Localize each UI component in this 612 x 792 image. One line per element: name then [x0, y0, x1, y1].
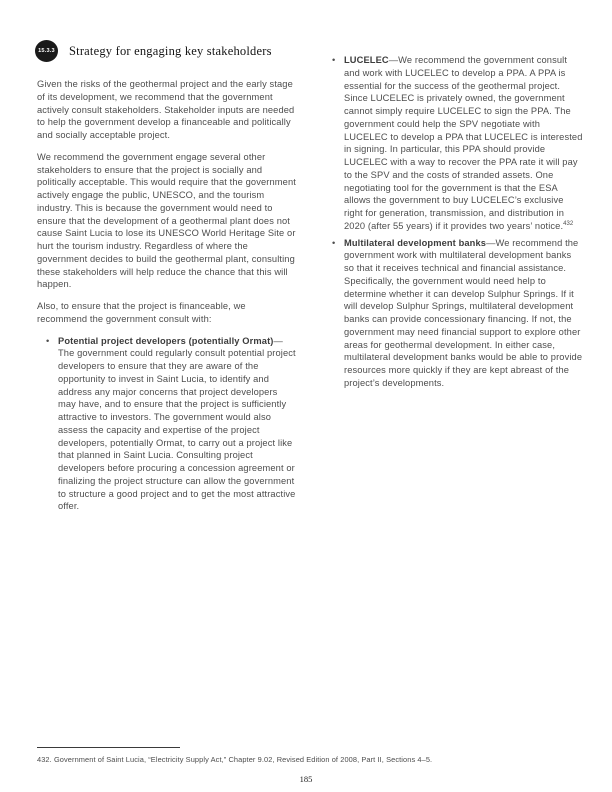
footnote-reference: 432 [563, 220, 574, 227]
paragraph: Also, to ensure that the project is financeable, we recommend the government consult with: [37, 301, 246, 324]
section-number-badge: 15.3.3 [35, 40, 58, 62]
list-item [37, 335, 297, 514]
bullet-body-text: —We recommend the government work with multilateral development banks so that it receives technical and financial assistance. Specifically, the government would need help to determine whether it can develop Sulphur Springs. If it will develop Sulphur Springs, multilateral development banks can provide concessionary financing. If not, the government may need financial support to explore other areas for geothermal development. In either case, multilateral development banks would be able to provide resources more quickly if they are kept abreast of the project’s developments. [344, 237, 583, 388]
bullet-icon: • [332, 55, 336, 65]
bullet-icon: • [46, 335, 50, 346]
list-item [323, 54, 583, 233]
left-column [37, 78, 297, 517]
footnote-separator [37, 747, 180, 748]
bullet-lead-text: Multilateral development banks [344, 237, 487, 248]
page-number: 185 [299, 774, 313, 784]
bullet-body-text: —We recommend the government consult and work with LUCELEC to develop a PPA. A PPA is essential for the success of the geothermal project. Since LUCELEC is privately owned, the government cannot simply require LUCELEC to sign the PPA. The government could help the SPV negotiate with LUCELEC to develop a PPA that LUCELEC is interested in signing. In particular, this PPA should provide LUCELEC with a way to recover the PPA rate it will pay to the SPV and the costs of stranded assets. One negotiating tool for the government is that the ESA allows the government to buy LUCELEC’s exclusive right for generation, transmission, and distribution in 2020 (after 55 years) if it provides two years’ notice. [344, 55, 583, 231]
bullet-icon: • [332, 237, 336, 248]
bullet-lead-text: LUCELEC [344, 55, 389, 65]
section-header [35, 40, 272, 62]
list-item [323, 237, 583, 390]
bullet-lead-text: Potential project developers (potentially Ormat) [58, 335, 274, 346]
paragraph: We recommend the government engage several other stakeholders to ensure that the project is socially and politically acceptable. This would require that the government actively engage the public, UNESCO, and the tourism industry. This is because the government would need to ensure that the development of a geothermal plant does not cause Saint Lucia to lose its UNESCO World Heritage Site or hurt the tourism industry. Regardless of where the government decides to build the geothermal plant, consulting these stakeholders will help reduce the chance that this will happen. [37, 151, 296, 290]
footnote-text: 432. Government of Saint Lucia, “Electricity Supply Act,” Chapter 9.02, Revised Edition of 2008, Part II, Sections 4–5. [37, 755, 433, 764]
right-column [323, 54, 583, 394]
section-title: Strategy for engaging key stakeholders [69, 43, 272, 58]
bullet-body-text: —The government could regularly consult potential project developers to ensure that they are aware of the opportunity to invest in Saint Lucia, to identify and address any major concerns that project developers may have, and to ensure that the project is sufficiently attractive to investors. The government would also assess the capacity and expertise of the project developers, potentially Ormat, to carry out a project like that planned in Saint Lucia. Consulting project developers before procuring a concession agreement or finalizing the project structure can allow the government to structure a good project and to get the most attractive offer. [58, 335, 296, 512]
paragraph: Given the risks of the geothermal project and the early stage of its development, we recommend that the government actively consult stakeholders. Stakeholder inputs are needed to help the government develop a financeable and politically and socially acceptable project. [37, 79, 295, 140]
left-bullet-list [37, 335, 297, 514]
right-bullet-list [323, 54, 583, 390]
